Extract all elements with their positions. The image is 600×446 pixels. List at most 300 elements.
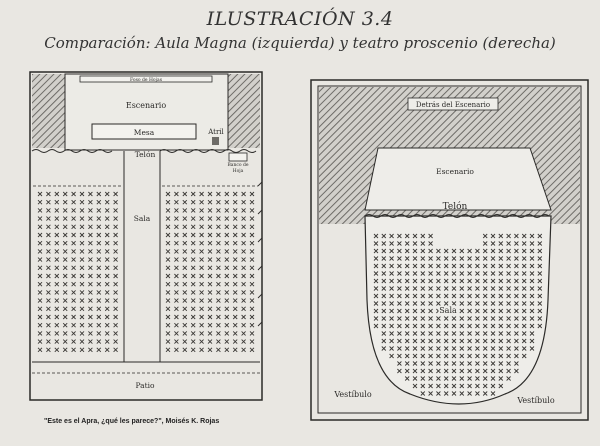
seat-mark <box>97 249 101 253</box>
seat-mark <box>225 233 229 237</box>
seat-mark <box>200 307 204 311</box>
seat-mark <box>72 225 76 229</box>
seat-mark <box>208 290 212 294</box>
seat-mark <box>55 315 59 319</box>
seat-mark <box>208 299 212 303</box>
proscenio-vestibulo-left: Vestíbulo <box>334 390 372 399</box>
seat-mark <box>46 290 50 294</box>
seat-mark <box>97 233 101 237</box>
seat-mark <box>242 233 246 237</box>
seat-mark <box>72 217 76 221</box>
seat-mark <box>216 290 220 294</box>
aula-banco-label-2: Hoja <box>232 169 244 174</box>
seat-mark <box>174 323 178 327</box>
seat-mark <box>72 241 76 245</box>
proscenio-plan <box>311 80 588 420</box>
seat-mark <box>63 331 67 335</box>
seat-mark <box>72 323 76 327</box>
seat-mark <box>105 192 109 196</box>
seat-mark <box>225 290 229 294</box>
seat-mark <box>183 323 187 327</box>
seat-mark <box>191 249 195 253</box>
seat-mark <box>225 274 229 278</box>
seat-mark <box>105 217 109 221</box>
seat-mark <box>72 340 76 344</box>
seat-mark <box>242 331 246 335</box>
seat-mark <box>216 331 220 335</box>
seat-mark <box>63 348 67 352</box>
seat-mark <box>233 249 237 253</box>
seat-mark <box>233 200 237 204</box>
aula-left-wing <box>32 74 65 148</box>
seat-mark <box>200 200 204 204</box>
seat-mark <box>63 192 67 196</box>
aula-magna-plan <box>30 72 262 400</box>
seat-mark <box>166 290 170 294</box>
seat-mark <box>166 340 170 344</box>
aula-right-wing <box>228 74 260 148</box>
seat-mark <box>63 307 67 311</box>
seat-mark <box>242 274 246 278</box>
aula-banco-label-1: Banco de <box>227 163 249 168</box>
seat-mark <box>166 315 170 319</box>
seat-mark <box>250 274 254 278</box>
proscenio-stage <box>365 148 551 210</box>
seat-mark <box>63 282 67 286</box>
seat-mark <box>208 274 212 278</box>
seat-mark <box>88 290 92 294</box>
seat-mark <box>174 282 178 286</box>
seat-mark <box>174 258 178 262</box>
seat-mark <box>63 274 67 278</box>
figure-subtitle: Comparación: Aula Magna (izquierda) y teatro proscenio (derecha) <box>44 34 556 52</box>
seat-mark <box>250 241 254 245</box>
seat-mark <box>225 249 229 253</box>
seat-mark <box>72 331 76 335</box>
seat-mark <box>191 266 195 270</box>
aula-seats-right <box>166 192 254 352</box>
seat-mark <box>97 323 101 327</box>
seat-mark <box>55 274 59 278</box>
seat-mark <box>183 348 187 352</box>
seat-mark <box>80 217 84 221</box>
seat-mark <box>242 323 246 327</box>
seat-mark <box>46 208 50 212</box>
seat-mark <box>166 225 170 229</box>
seat-mark <box>200 249 204 253</box>
seat-mark <box>216 249 220 253</box>
seat-mark <box>200 323 204 327</box>
seat-mark <box>72 233 76 237</box>
seat-mark <box>225 315 229 319</box>
seat-mark <box>174 249 178 253</box>
seat-mark <box>225 225 229 229</box>
seat-mark <box>55 340 59 344</box>
seat-mark <box>225 241 229 245</box>
seat-mark <box>233 315 237 319</box>
seat-mark <box>105 274 109 278</box>
seat-mark <box>72 290 76 294</box>
seat-mark <box>80 249 84 253</box>
seat-mark <box>72 249 76 253</box>
seat-mark <box>46 315 50 319</box>
seat-mark <box>183 299 187 303</box>
seat-mark <box>105 266 109 270</box>
seat-mark <box>242 348 246 352</box>
seat-mark <box>166 217 170 221</box>
seat-mark <box>191 299 195 303</box>
seat-mark <box>114 233 118 237</box>
seat-mark <box>80 225 84 229</box>
seat-mark <box>250 323 254 327</box>
seat-mark <box>88 258 92 262</box>
seat-mark <box>80 290 84 294</box>
seat-mark <box>233 225 237 229</box>
seat-mark <box>174 331 178 335</box>
seat-mark <box>114 217 118 221</box>
seat-mark <box>105 348 109 352</box>
seat-mark <box>183 266 187 270</box>
seat-mark <box>46 241 50 245</box>
seat-mark <box>208 340 212 344</box>
seat-mark <box>183 274 187 278</box>
seat-mark <box>55 249 59 253</box>
seat-mark <box>183 258 187 262</box>
seat-mark <box>63 290 67 294</box>
seat-mark <box>233 348 237 352</box>
seat-mark <box>46 299 50 303</box>
aula-atril <box>212 137 219 145</box>
seat-mark <box>97 274 101 278</box>
seat-mark <box>242 192 246 196</box>
seat-mark <box>97 299 101 303</box>
seat-mark <box>225 340 229 344</box>
seat-mark <box>55 241 59 245</box>
seat-mark <box>174 217 178 221</box>
figure-caption: "Este es el Apra, ¿qué les parece?", Moisés K. Rojas <box>44 418 220 425</box>
seat-mark <box>55 331 59 335</box>
seat-mark <box>88 282 92 286</box>
seat-mark <box>225 208 229 212</box>
seat-mark <box>105 290 109 294</box>
seat-mark <box>38 323 42 327</box>
seat-mark <box>88 192 92 196</box>
seat-mark <box>38 299 42 303</box>
seat-mark <box>208 258 212 262</box>
seat-mark <box>166 282 170 286</box>
seat-mark <box>46 274 50 278</box>
seat-mark <box>114 282 118 286</box>
seat-mark <box>174 315 178 319</box>
seat-mark <box>55 323 59 327</box>
seat-mark <box>88 241 92 245</box>
seat-mark <box>183 315 187 319</box>
seat-mark <box>216 307 220 311</box>
seat-mark <box>242 249 246 253</box>
seat-mark <box>88 217 92 221</box>
seat-mark <box>191 348 195 352</box>
seat-mark <box>208 208 212 212</box>
seat-mark <box>174 340 178 344</box>
seat-mark <box>242 340 246 344</box>
seat-mark <box>80 241 84 245</box>
seat-mark <box>166 249 170 253</box>
seat-mark <box>174 290 178 294</box>
seat-mark <box>174 307 178 311</box>
seat-mark <box>46 307 50 311</box>
seat-mark <box>46 233 50 237</box>
seat-mark <box>216 241 220 245</box>
seat-mark <box>38 307 42 311</box>
proscenio-telon-label: Telón <box>442 202 468 212</box>
seat-mark <box>233 241 237 245</box>
seat-mark <box>250 315 254 319</box>
seat-mark <box>63 225 67 229</box>
seat-mark <box>46 217 50 221</box>
seat-mark <box>216 217 220 221</box>
seat-mark <box>191 258 195 262</box>
seat-mark <box>80 192 84 196</box>
seat-mark <box>55 200 59 204</box>
seat-mark <box>105 307 109 311</box>
seat-mark <box>216 192 220 196</box>
seat-mark <box>200 348 204 352</box>
seat-mark <box>250 299 254 303</box>
seat-mark <box>55 266 59 270</box>
seat-mark <box>72 200 76 204</box>
seat-mark <box>225 282 229 286</box>
seat-mark <box>63 323 67 327</box>
seat-mark <box>174 225 178 229</box>
seat-mark <box>80 258 84 262</box>
seat-mark <box>233 307 237 311</box>
seat-mark <box>216 266 220 270</box>
seat-mark <box>38 192 42 196</box>
aula-sala-label: Sala <box>133 214 151 223</box>
seat-mark <box>46 340 50 344</box>
seat-mark <box>233 233 237 237</box>
seat-mark <box>97 208 101 212</box>
seat-mark <box>38 290 42 294</box>
seat-mark <box>242 307 246 311</box>
seat-mark <box>88 307 92 311</box>
seat-mark <box>63 208 67 212</box>
seat-mark <box>105 208 109 212</box>
seat-mark <box>242 299 246 303</box>
seat-mark <box>216 258 220 262</box>
seat-mark <box>166 323 170 327</box>
seat-mark <box>46 266 50 270</box>
seat-mark <box>80 348 84 352</box>
seat-mark <box>166 192 170 196</box>
seat-mark <box>88 331 92 335</box>
seat-mark <box>38 348 42 352</box>
seat-mark <box>200 217 204 221</box>
seat-mark <box>97 241 101 245</box>
seat-mark <box>208 192 212 196</box>
seat-mark <box>216 208 220 212</box>
seat-mark <box>191 340 195 344</box>
seat-mark <box>208 266 212 270</box>
seat-mark <box>216 225 220 229</box>
seat-mark <box>191 200 195 204</box>
seat-mark <box>97 266 101 270</box>
seat-mark <box>114 340 118 344</box>
seat-mark <box>55 225 59 229</box>
seat-mark <box>183 200 187 204</box>
proscenio-sala-label: Sala <box>439 306 457 315</box>
seat-mark <box>200 299 204 303</box>
seat-mark <box>114 241 118 245</box>
seat-mark <box>225 200 229 204</box>
seat-mark <box>55 299 59 303</box>
aula-mesa-label: Mesa <box>133 128 155 137</box>
seat-mark <box>72 315 76 319</box>
seat-mark <box>233 274 237 278</box>
seat-mark <box>208 282 212 286</box>
seat-mark <box>38 217 42 221</box>
seat-mark <box>72 192 76 196</box>
seat-mark <box>183 290 187 294</box>
seat-mark <box>250 217 254 221</box>
seat-mark <box>46 282 50 286</box>
seat-mark <box>114 307 118 311</box>
seat-mark <box>174 233 178 237</box>
seat-mark <box>38 282 42 286</box>
seat-mark <box>72 282 76 286</box>
seat-mark <box>216 315 220 319</box>
seat-mark <box>225 217 229 221</box>
seat-mark <box>208 217 212 221</box>
seat-mark <box>105 258 109 262</box>
seat-mark <box>114 192 118 196</box>
seat-mark <box>216 274 220 278</box>
seat-mark <box>97 258 101 262</box>
aula-foso-label: Foso de Hojas <box>129 78 163 83</box>
seat-mark <box>183 249 187 253</box>
seat-mark <box>80 323 84 327</box>
seat-mark <box>191 282 195 286</box>
seat-mark <box>97 340 101 344</box>
seat-mark <box>250 307 254 311</box>
seat-mark <box>105 315 109 319</box>
seat-mark <box>166 299 170 303</box>
seat-mark <box>46 225 50 229</box>
seat-mark <box>225 323 229 327</box>
seat-mark <box>105 249 109 253</box>
seat-mark <box>250 233 254 237</box>
seat-mark <box>191 323 195 327</box>
seat-mark <box>225 266 229 270</box>
seat-mark <box>80 307 84 311</box>
aula-banco <box>229 153 247 161</box>
seat-mark <box>191 331 195 335</box>
seat-mark <box>38 331 42 335</box>
seat-mark <box>55 348 59 352</box>
aula-patio-label: Patio <box>135 381 155 390</box>
seat-mark <box>80 299 84 303</box>
seat-mark <box>97 290 101 294</box>
seat-mark <box>183 192 187 196</box>
seat-mark <box>114 274 118 278</box>
seat-mark <box>88 299 92 303</box>
seat-mark <box>174 208 178 212</box>
seat-mark <box>166 348 170 352</box>
seat-mark <box>166 200 170 204</box>
seat-mark <box>242 241 246 245</box>
seat-mark <box>191 192 195 196</box>
seat-mark <box>200 290 204 294</box>
seat-mark <box>216 233 220 237</box>
seat-mark <box>242 266 246 270</box>
seat-mark <box>114 290 118 294</box>
seat-mark <box>183 307 187 311</box>
seat-mark <box>114 331 118 335</box>
seat-mark <box>242 217 246 221</box>
seat-mark <box>80 233 84 237</box>
seat-mark <box>72 307 76 311</box>
seat-mark <box>191 233 195 237</box>
seat-mark <box>46 258 50 262</box>
seat-mark <box>114 299 118 303</box>
seat-mark <box>174 200 178 204</box>
seat-mark <box>63 315 67 319</box>
seat-mark <box>166 208 170 212</box>
seat-mark <box>63 217 67 221</box>
seat-mark <box>191 307 195 311</box>
seat-mark <box>174 299 178 303</box>
seat-mark <box>38 208 42 212</box>
aula-seats-left <box>38 192 118 352</box>
seat-mark <box>166 241 170 245</box>
seat-mark <box>233 340 237 344</box>
seat-mark <box>174 266 178 270</box>
seat-mark <box>191 217 195 221</box>
seat-mark <box>208 233 212 237</box>
figure-title: ILUSTRACIÓN 3.4 <box>206 8 394 30</box>
seat-mark <box>250 266 254 270</box>
seat-mark <box>88 323 92 327</box>
seat-mark <box>216 348 220 352</box>
aula-telon-label: Telón <box>134 150 156 159</box>
seat-mark <box>233 282 237 286</box>
seat-mark <box>114 348 118 352</box>
seat-mark <box>200 266 204 270</box>
seat-mark <box>166 266 170 270</box>
seat-mark <box>63 258 67 262</box>
seat-mark <box>200 282 204 286</box>
seat-mark <box>63 299 67 303</box>
seat-mark <box>97 331 101 335</box>
seat-mark <box>250 348 254 352</box>
seat-mark <box>46 348 50 352</box>
seat-mark <box>233 266 237 270</box>
seat-mark <box>191 274 195 278</box>
seat-mark <box>55 307 59 311</box>
seat-mark <box>72 266 76 270</box>
seat-mark <box>38 241 42 245</box>
proscenio-detras-label: Detrás del Escenario <box>415 101 491 109</box>
seat-mark <box>38 315 42 319</box>
seat-mark <box>88 266 92 270</box>
seat-mark <box>105 200 109 204</box>
seat-mark <box>250 225 254 229</box>
seat-mark <box>88 200 92 204</box>
seat-mark <box>208 249 212 253</box>
seat-mark <box>105 233 109 237</box>
seat-mark <box>114 258 118 262</box>
seat-mark <box>242 258 246 262</box>
